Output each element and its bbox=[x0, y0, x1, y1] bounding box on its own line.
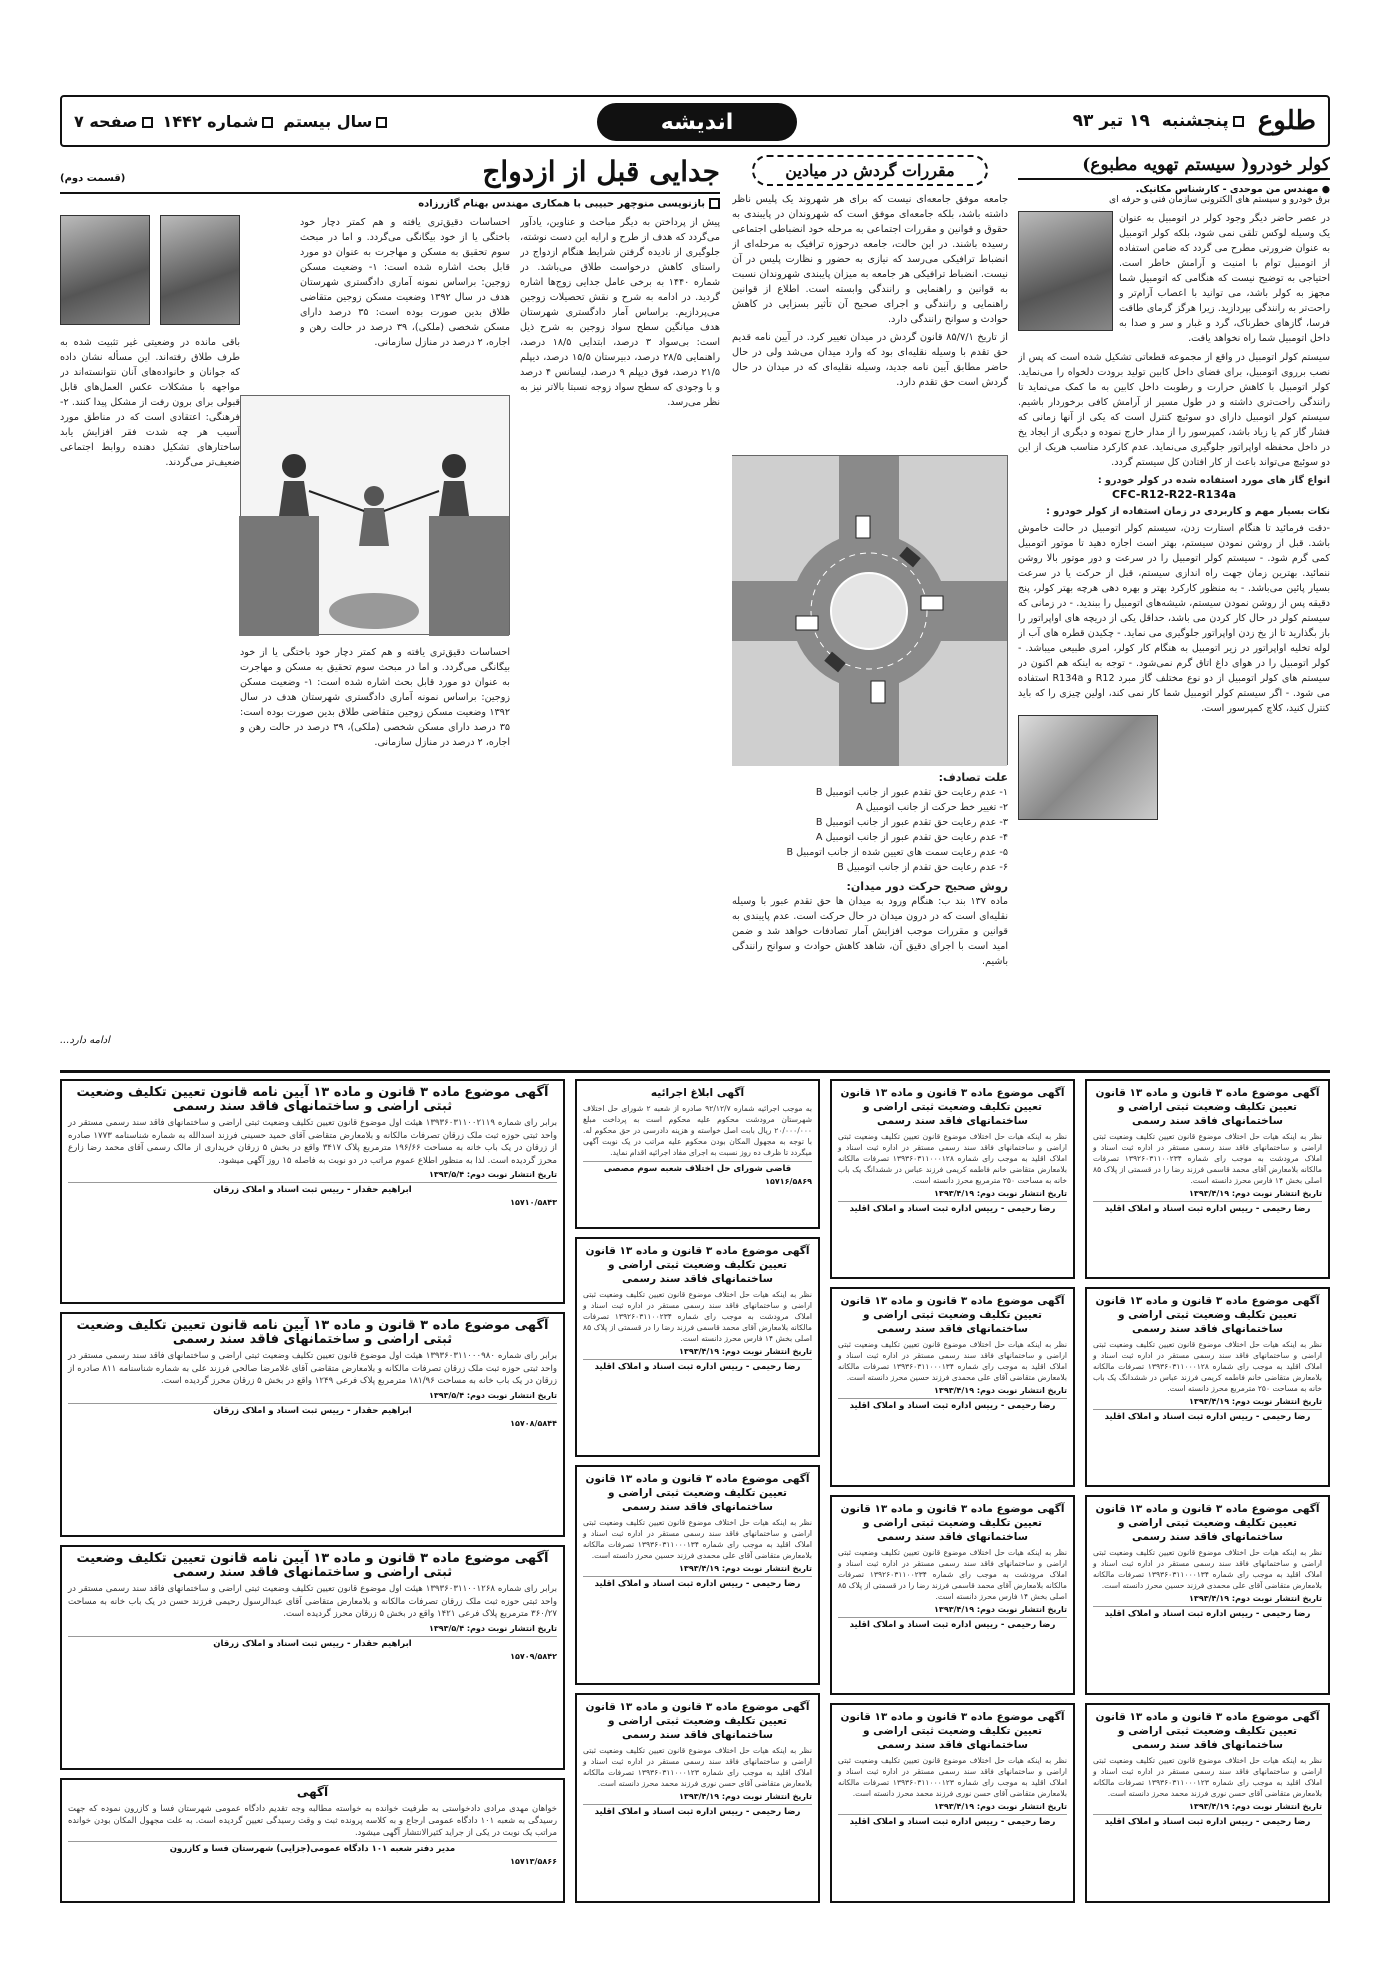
notice-box: آگهی موضوع ماده ۳ قانون و ماده ۱۳ آیین نامه قانون تعیین تکلیف وضعیت ثبتی اراضی و ساختمانهای فاقد سند رسمی برابر رای شماره ۱۳۹۳۶۰۳۱۱۰۰۰۹۸۰ هیئت اول موضوع قانون تعیین تکلیف وضعیت ثبتی اراضی و ساختمانهای فاقد سند رسمی مستقر در واحد ثبتی حوزه ثبت ملک زرقان تصرفات مالکانه و بلامعارض متقاضی آقای غلامرضا صالحی فرزند علی به شماره شناسنامه ۸۱۱ صادره از زرقان در یک باب خانه به مساحت ۱۸۱/۹۶ مترمربع پلاک فرعی ۱۲۴۹ واقع در بخش ۵ زرقان محرز گردیده است. تاریخ انتشار نوبت دوم: ۱۳۹۳/۵/۴ ابراهیم حقدار - رییس ثبت اسناد و املاک زرقان ۱۵۷۰۸/۵۸۴۴ bbox=[60, 1312, 565, 1537]
notice-box: آگهی موضوع ماده ۳ قانون و ماده ۱۳ قانون تعیین تکلیف وضعیت ثبتی اراضی و ساختمانهای فاقد سند رسمی نظر به اینکه هیات حل اختلاف موضوع قانون تعیین تکلیف وضعیت ثبتی اراضی و ساختمانهای فاقد سند رسمی مستقر در اداره ثبت اسناد و املاک اقلید به موجب رای شماره ۱۳۹۳۶۰۳۱۱۰۰۰۱۳۴ تصرفات مالکانه بلامعارض متقاضی آقای علی محمدی فرزند حسین محرز دانسته است. تاریخ انتشار نوبت دوم: ۱۳۹۳/۴/۱۹ رضا رحیمی - رییس اداره ثبت اسناد و املاک اقلید bbox=[830, 1287, 1075, 1487]
author-photo bbox=[160, 215, 240, 325]
article-body: از تاریخ ۸۵/۷/۱ قانون گردش در میدان تغییر کرد. در آیین نامه قدیم حق تقدم با وسیله نقلیه‌ای بود که وارد میدان می‌شد ولی در حال حاضر مطابق آیین نامه جدید، وسیله نقلیه‌ای که در میدان در حال گردش است حق تقدم دارد. bbox=[732, 332, 1008, 388]
notice-box: آگهی خواهان مهدی مرادی دادخواستی به طرفیت خوانده به خواسته مطالبه وجه تقدیم دادگاه عمومی شهرستان فسا و کازرون نموده که جهت رسیدگی به شعبه ۱۰۱ دادگاه عمومی ارجاع و به کلاسه پرونده ثبت و وقت رسیدگی تعیین گردیده است. به علت مجهول المکان بودن خوانده مراتب یک نوبت در یکی از جراید کثیرالانتشار آگهی میشود. مدیر دفتر شعبه ۱۰۱ دادگاه عمومی(جزایی) شهرستان فسا و کازرون ۱۵۷۱۳/۵۸۶۶ bbox=[60, 1778, 565, 1903]
issue-label: شماره ۱۴۴۲ bbox=[162, 111, 259, 131]
square-icon bbox=[376, 117, 387, 128]
cause-item: ۱- عدم رعایت حق تقدم عبور از جانب اتومبیل B bbox=[815, 787, 1008, 798]
masthead-day: پنجشنبه bbox=[1161, 111, 1229, 131]
article-body: جامعه موفق جامعه‌ای نیست که برای هر شهروند یک پلیس ناظر داشته باشد، بلکه جامعه‌ای موفق است که شهروندان در پایبندی به حقوق و قوانین و مقررات اجتماعی به مرحله خود انضباطی اجتماعی رسیده باشند. در این حالت، جامعه درحوزه ترافیک به مرحله‌ای از انضباط ترافیکی می‌رسد که نیازی به حضور و نظارت پلیس در آن نیست. انضباط ترافیکی هر جامعه به میزان پایبندی شهروندان نسبت به قوانین و راهنمایی و رانندگی وابسته است. اطلاع از قوانین راهنمایی و رانندگی و اجرای صحیح آن تأثیر بسزایی در کاهش حوادث و سوانح رانندگی دارد. bbox=[732, 194, 1008, 325]
article-body: پیش از پرداختن به دیگر مباحث و عناوین، یادآور می‌گردد که هدف از طرح و ارایه این دست نوشته، جلوگیری از نادیده گرفتن شرایط هنگام ازدواج در راستای کاهش درخواست طلاق می‌باشد. در شماره ۱۴۴۰ به برخی عامل جدایی زوج‌ها اشاره گردید. در ادامه به شرح و نقش تحصیلات زوجین می‌پردازیم. براساس آمار دادگستری شهرستان هدف میانگین سطح سواد زوجین به شرح ذیل است: بی‌سواد ۳ درصد، ابتدایی ۱۸/۵ درصد، راهنمایی ۲۸/۵ درصد، دبیرستان ۱۵/۵ درصد، دیپلم ۲۱/۵ درصد، فوق دیپلم ۹ درصد، لیسانس ۴ درصد و با وجودی که سطح سواد زوجه نسبتا بالاتر نیز به نظر می‌رسد. bbox=[520, 217, 720, 408]
notice-box: آگهی موضوع ماده ۳ قانون و ماده ۱۳ قانون تعیین تکلیف وضعیت ثبتی اراضی و ساختمانهای فاقد سند رسمی نظر به اینکه هیات حل اختلاف موضوع قانون تعیین تکلیف وضعیت ثبتی اراضی و ساختمانهای فاقد سند رسمی مستقر در اداره ثبت اسناد و املاک اقلید به موجب رای شماره ۱۳۹۳۶۰۳۱۱۰۰۰۱۲۳ تصرفات مالکانه بلامعارض متقاضی آقای حسن نوری فرزند محمد محرز دانسته است. تاریخ انتشار نوبت دوم: ۱۳۹۳/۴/۱۹ رضا رحیمی - رییس اداره ثبت اسناد و املاک اقلید bbox=[830, 1703, 1075, 1903]
cause-item: ۵- عدم رعایت سمت های تعیین شده از جانب اتومبیل B bbox=[786, 847, 1008, 858]
year-label: سال بیستم bbox=[283, 111, 373, 131]
author-photo bbox=[60, 215, 150, 325]
notices-column bbox=[830, 1079, 1075, 1914]
notice-box: آگهی موضوع ماده ۳ قانون و ماده ۱۳ قانون تعیین تکلیف وضعیت ثبتی اراضی و ساختمانهای فاقد سند رسمی نظر به اینکه هیات حل اختلاف موضوع قانون تعیین تکلیف وضعیت ثبتی اراضی و ساختمانهای فاقد سند رسمی مستقر در اداره ثبت اسناد و املاک مرودشت به موجب رای شماره ۱۳۹۲۶۰۳۱۱۰۰۲۳۴ تصرفات مالکانه بلامعارض آقای محمد قاسمی فرزند رضا را در قسمتی از پلاک ۸۵ اصلی بخش ۱۴ فارس محرز دانسته است. تاریخ انتشار نوبت دوم: ۱۳۹۳/۴/۱۹ رضا رحیمی - رییس اداره ثبت اسناد و املاک اقلید bbox=[575, 1237, 820, 1457]
article-car-ac bbox=[1018, 155, 1330, 1055]
masthead-date: ۱۹ تیر ۹۳ bbox=[1072, 111, 1150, 131]
square-icon bbox=[1233, 116, 1244, 127]
tips-title: نکات بسیار مهم و کاربردی در زمان استفاده از کولر خودرو : bbox=[1046, 506, 1330, 517]
car-interior-photo bbox=[1018, 715, 1158, 820]
masthead-issue-block bbox=[74, 112, 387, 131]
notices-column bbox=[1085, 1079, 1330, 1914]
square-icon bbox=[709, 198, 720, 209]
legal-notices-section bbox=[60, 1070, 1330, 1920]
article-byline: ● مهندس من موحدی - کارشناس مکانیک. bbox=[1135, 184, 1330, 195]
proper-title: روش صحیح حرکت دور میدان: bbox=[846, 880, 1008, 893]
article-series: (قسمت دوم) bbox=[60, 173, 126, 184]
article-body: احساسات دقیق‌تری یافته و هم کمتر دچار خود باختگی یا از خود بیگانگی می‌گردد. و اما در مبحث سوم تحقیق به مسکن و مهاجرت به عنوان دو مورد قابل بحث اشاره شده است: ۱- وضعیت مسکن زوجین: براساس نمونه آماری دادگستری شهرستان هدف در سال ۱۳۹۲ وضعیت مسکن زوجین متقاضی طلاق بدین صورت بوده است: ۳۵ درصد دارای مسکن شخصی (ملکی)، ۳۹ درصد در حالت رهن و اجاره، ۲ درصد در منازل سازمانی. bbox=[240, 647, 510, 748]
notice-box: آگهی موضوع ماده ۳ قانون و ماده ۱۳ قانون تعیین تکلیف وضعیت ثبتی اراضی و ساختمانهای فاقد سند رسمی نظر به اینکه هیات حل اختلاف موضوع قانون تعیین تکلیف وضعیت ثبتی اراضی و ساختمانهای فاقد سند رسمی مستقر در اداره ثبت اسناد و املاک مرودشت به موجب رای شماره ۱۳۹۲۶۰۳۱۱۰۰۲۳۴ تصرفات مالکانه بلامعارض آقای محمد قاسمی فرزند رضا را در قسمتی از پلاک ۸۵ اصلی بخش ۱۴ فارس محرز دانسته است. تاریخ انتشار نوبت دوم: ۱۳۹۳/۴/۱۹ رضا رحیمی - رییس اداره ثبت اسناد و املاک اقلید bbox=[830, 1495, 1075, 1695]
square-icon bbox=[262, 117, 273, 128]
masthead bbox=[60, 95, 1330, 147]
gas-types-label: انواع گاز های مورد استفاده شده در کولر خودرو : bbox=[1097, 475, 1330, 486]
cause-item: ۶- عدم رعایت حق تقدم از جانب اتومبیل B bbox=[837, 862, 1008, 873]
notices-column bbox=[60, 1079, 565, 1914]
article-body: سیستم کولر اتومبیل در واقع از مجموعه قطعاتی تشکیل شده است که پس از نصب برروی اتومبیل، برای فضای داخل کابین تولید برودت دلخواه را می‌نماید. کولر اتومبیل با کاهش حرارت و رطوبت داخل کابین به ما کمک می‌نماید تا رانندگی راحت‌تری داشته و در طول مسیر از آرامش کافی برخوردار باشیم. سیستم کولر اتومبیل دارای دو سوئیچ کنترل است که یکی از آنها زمانی که فشار گاز کم یا زیاد باشد، کمپرسور را از مدار خارج نموده و دیگری از ایجاد یخ در داخل محفظه اواپراتور جلوگیری می‌نماید. عدم کارکرد مناسب هریک از این دو سوئیچ می‌تواند باعث از کار افتادن کل سیستم گردد. bbox=[1018, 352, 1330, 468]
cartoon-illustration bbox=[240, 395, 510, 635]
article-title: مقررات گردش در میادین bbox=[785, 161, 955, 180]
article-body: در عصر حاضر دیگر وجود کولر در اتومبیل به عنوان یک وسیله لوکس تلقی نمی شود، بلکه کولر اتومبیل به عنوان ضرورتی مطرح می گردد که ضامن استفاده از اتومبیل توام با امنیت و آرامش خاطر است. احتیاجی به توضیح نیست که هنگامی که اتومبیل شما مجهز به کولر باشد، می توانید با اعصاب آرام‌تر و راحت‌تر به رانندگی بپردازید. زیرا هرگز گرمای طاقت فرسا، گازهای خطرناک، گرد و غبار و سر و صدا به داخل اتومبیل شما راه نخواهد یافت. bbox=[1119, 213, 1330, 344]
section-title: اندیشه bbox=[597, 103, 797, 141]
author-photo bbox=[1018, 211, 1113, 331]
roundabout-diagram bbox=[732, 455, 1008, 765]
tips-body: -دقت فرمائید تا هنگام استارت زدن، سیستم کولر اتومبیل در حالت خاموش باشد. قبل از روشن نمودن سیستم، بهتر است اجازه دهید تا موتور اتومبیل کمی گرم شود. - سیستم کولر اتومبیل را در سرعت و دور موتور بالا روشن ننمائید. بهترین زمان جهت راه اندازی سیستم، قبل از حرکت یا در سرعت بسیار پائین می‌باشد. - به منظور کارکرد بهتر و بهره دهی هرچه بهتر کولر، پنج دقیقه پس از روشن نمودن سیستم، شیشه‌های اتومبیل را ببندید. - در زمانی که سیستم کولر در حال کار کردن می باشد، حداقل یکی از دریچه های اواپراتور را باز بگذارید تا از یخ زدن اواپراتور جلوگیری می نماید. - چکیدن قطره های آب از لوله تخلیه اواپراتور در زیر اتومبیل به هنگام کار کولر، امری طبیعی میباشد. - کولر اتومبیل را در هوای داغ اتاق گرم نمی‌شود. - توجه به اینکه هم اکنون در سیستم های کولر اتومبیل از دو نوع مختلف گاز مبرد R12 و R134a استفاده می شود. - اگر سیستم کولر اتومبیل شما کار نمی کند، اولین چیزی را که باید کنترل کنید، کلاچ کمپرسور است. bbox=[1018, 523, 1330, 714]
cause-item: ۴- عدم رعایت حق تقدم عبور از جانب اتومبیل A bbox=[815, 832, 1008, 843]
article-body: باقی مانده در وضعیتی غیر تثبیت شده به طرف طلاق رفته‌اند. این مسأله نشان داده که جوانان و خانواده‌های آنان نتوانسته‌اند در مواجهه با مشکلات عکس العمل‌های قابل قبولی برای برون رفت از مشکل پیدا کنند. ۲- فرهنگی: اعتقادی است که در مناطق مورد آسیب هر چه شدت فقر افزایش یابد ساختارهای تشکیل دهنده روابط اجتماعی ضعیف‌تر می‌گردند. bbox=[60, 337, 240, 468]
notice-box: آگهی موضوع ماده ۳ قانون و ماده ۱۳ قانون تعیین تکلیف وضعیت ثبتی اراضی و ساختمانهای فاقد سند رسمی نظر به اینکه هیات حل اختلاف موضوع قانون تعیین تکلیف وضعیت ثبتی اراضی و ساختمانهای فاقد سند رسمی مستقر در اداره ثبت اسناد و املاک اقلید به موجب رای شماره ۱۳۹۳۶۰۳۱۱۰۰۰۱۳۴ تصرفات مالکانه بلامعارض متقاضی آقای علی محمدی فرزند حسین محرز دانسته است. تاریخ انتشار نوبت دوم: ۱۳۹۳/۴/۱۹ رضا رحیمی - رییس اداره ثبت اسناد و املاک اقلید bbox=[1085, 1495, 1330, 1695]
article-body: احساسات دقیق‌تری یافته و هم کمتر دچار خود باختگی یا از خود بیگانگی می‌گردد. و اما در مبحث سوم تحقیق به مسکن و مهاجرت به عنوان دو مورد قابل بحث اشاره شده است: ۱- وضعیت مسکن زوجین: براساس نمونه آماری دادگستری شهرستان هدف در سال ۱۳۹۲ وضعیت مسکن زوجین متقاضی طلاق بدین صورت بوده است: ۳۵ درصد دارای مسکن شخصی (ملکی)، ۳۹ درصد در حالت رهن و اجاره، ۲ درصد در منازل سازمانی. bbox=[300, 217, 510, 348]
continued-note: ادامه دارد... bbox=[60, 1035, 110, 1046]
notice-box: آگهی ابلاغ اجرائیه به موجب اجرائیه شماره ۹۲/۱۲/۷ صادره از شعبه ۲ شورای حل اختلاف شهرستان مرودشت محکوم علیه محکوم است به پرداخت مبلغ ۲۰/۰۰۰/۰۰۰ ریال بابت اصل خواسته و هزینه دادرسی در حق محکوم له. با توجه به مجهول المکان بودن محکوم علیه مراتب در یک نوبت آگهی میگردد تا ظرف ده روز نسبت به اجرای مفاد اجرائیه اقدام نماید. قاضی شورای حل اختلاف شعبه سوم مصصی ۱۵۷۱۶/۵۸۶۹ bbox=[575, 1079, 820, 1229]
notice-box: آگهی موضوع ماده ۳ قانون و ماده ۱۳ قانون تعیین تکلیف وضعیت ثبتی اراضی و ساختمانهای فاقد سند رسمی نظر به اینکه هیات حل اختلاف موضوع قانون تعیین تکلیف وضعیت ثبتی اراضی و ساختمانهای فاقد سند رسمی مستقر در اداره ثبت اسناد و املاک اقلید به موجب رای شماره ۱۳۹۳۶۰۳۱۱۰۰۰۱۳۴ تصرفات مالکانه بلامعارض متقاضی آقای علی محمدی فرزند حسین محرز دانسته است. تاریخ انتشار نوبت دوم: ۱۳۹۳/۴/۱۹ رضا رحیمی - رییس اداره ثبت اسناد و املاک اقلید bbox=[575, 1465, 820, 1685]
cause-item: ۳- عدم رعایت حق تقدم عبور از جانب اتومبیل B bbox=[815, 817, 1008, 828]
cause-list bbox=[732, 785, 1008, 875]
notice-box: آگهی موضوع ماده ۳ قانون و ماده ۱۳ قانون تعیین تکلیف وضعیت ثبتی اراضی و ساختمانهای فاقد سند رسمی نظر به اینکه هیات حل اختلاف موضوع قانون تعیین تکلیف وضعیت ثبتی اراضی و ساختمانهای فاقد سند رسمی مستقر در اداره ثبت اسناد و املاک اقلید به موجب رای شماره ۱۳۹۳۶۰۳۱۱۰۰۰۱۲۳ تصرفات مالکانه بلامعارض متقاضی آقای حسن نوری فرزند محمد محرز دانسته است. تاریخ انتشار نوبت دوم: ۱۳۹۳/۴/۱۹ رضا رحیمی - رییس اداره ثبت اسناد و املاک اقلید bbox=[1085, 1703, 1330, 1903]
article-title: جدایی قبل از ازدواج bbox=[482, 155, 720, 188]
page-label: صفحه ۷ bbox=[74, 111, 138, 131]
square-icon bbox=[142, 117, 153, 128]
notice-box: آگهی موضوع ماده ۳ قانون و ماده ۱۳ قانون تعیین تکلیف وضعیت ثبتی اراضی و ساختمانهای فاقد سند رسمی نظر به اینکه هیات حل اختلاف موضوع قانون تعیین تکلیف وضعیت ثبتی اراضی و ساختمانهای فاقد سند رسمی مستقر در اداره ثبت اسناد و املاک اقلید به موجب رای شماره ۱۳۹۳۶۰۳۱۱۰۰۰۱۲۸ تصرفات مالکانه بلامعارض متقاضی خانم فاطمه کریمی فرزند عباس در ششدانگ یک باب خانه به مساحت ۲۵۰ مترمربع محرز دانسته است. تاریخ انتشار نوبت دوم: ۱۳۹۳/۴/۱۹ رضا رحیمی - رییس اداره ثبت اسناد و املاک اقلید bbox=[1085, 1287, 1330, 1487]
notice-box: آگهی موضوع ماده ۳ قانون و ماده ۱۳ قانون تعیین تکلیف وضعیت ثبتی اراضی و ساختمانهای فاقد سند رسمی نظر به اینکه هیات حل اختلاف موضوع قانون تعیین تکلیف وضعیت ثبتی اراضی و ساختمانهای فاقد سند رسمی مستقر در اداره ثبت اسناد و املاک اقلید به موجب رای شماره ۱۳۹۳۶۰۳۱۱۰۰۰۱۲۸ تصرفات مالکانه بلامعارض متقاضی خانم فاطمه کریمی فرزند عباس در ششدانگ یک باب خانه به مساحت ۲۵۰ مترمربع محرز دانسته است. تاریخ انتشار نوبت دوم: ۱۳۹۳/۴/۱۹ رضا رحیمی - رییس اداره ثبت اسناد و املاک اقلید bbox=[830, 1079, 1075, 1279]
newspaper-logo: طلوع bbox=[1257, 106, 1316, 136]
notices-column bbox=[575, 1079, 820, 1914]
cause-title: علت تصادف: bbox=[938, 771, 1008, 784]
article-byline-2: برق خودرو و سیستم های الکترونی سازمان فنی و حرفه ای bbox=[1109, 195, 1330, 205]
article-separation bbox=[60, 155, 720, 1055]
newspaper-page bbox=[60, 95, 1330, 1925]
notice-box: آگهی موضوع ماده ۳ قانون و ماده ۱۳ آیین نامه قانون تعیین تکلیف وضعیت ثبتی اراضی و ساختمانهای فاقد سند رسمی برابر رای شماره ۱۳۹۳۶۰۳۱۱۰۰۱۲۶۸ هیئت اول موضوع قانون تعیین تکلیف وضعیت ثبتی اراضی و ساختمانهای فاقد سند رسمی مستقر در واحد ثبتی حوزه ثبت ملک زرقان تصرفات مالکانه و بلامعارض متقاضی آقای عبدالرسول رحیمی فرزند حسن در یک باب خانه به مساحت ۳۶۰/۲۷ مترمربع پلاک فرعی ۱۴۲۱ واقع در بخش ۵ زرقان محرز گردیده است. تاریخ انتشار نوبت دوم: ۱۳۹۳/۵/۴ ابراهیم حقدار - رییس ثبت اسناد و املاک زرقان ۱۵۷۰۹/۵۸۴۲ bbox=[60, 1545, 565, 1770]
article-title: کولر خودرو( سیستم تهویه مطبوع) bbox=[1018, 155, 1330, 180]
cause-item: ۲- تغییر خط حرکت از جانب اتومبیل A bbox=[856, 802, 1008, 813]
notice-box: آگهی موضوع ماده ۳ قانون و ماده ۱۳ قانون تعیین تکلیف وضعیت ثبتی اراضی و ساختمانهای فاقد سند رسمی نظر به اینکه هیات حل اختلاف موضوع قانون تعیین تکلیف وضعیت ثبتی اراضی و ساختمانهای فاقد سند رسمی مستقر در اداره ثبت اسناد و املاک اقلید به موجب رای شماره ۱۳۹۳۶۰۳۱۱۰۰۰۱۲۳ تصرفات مالکانه بلامعارض متقاضی آقای حسن نوری فرزند محمد محرز دانسته است. تاریخ انتشار نوبت دوم: ۱۳۹۳/۴/۱۹ رضا رحیمی - رییس اداره ثبت اسناد و املاک اقلید bbox=[575, 1693, 820, 1903]
gas-codes: CFC-R12-R22-R134a bbox=[1111, 488, 1237, 501]
notice-box: آگهی موضوع ماده ۳ قانون و ماده ۱۳ قانون تعیین تکلیف وضعیت ثبتی اراضی و ساختمانهای فاقد سند رسمی نظر به اینکه هیات حل اختلاف موضوع قانون تعیین تکلیف وضعیت ثبتی اراضی و ساختمانهای فاقد سند رسمی مستقر در اداره ثبت اسناد و املاک مرودشت به موجب رای شماره ۱۳۹۲۶۰۳۱۱۰۰۲۳۴ تصرفات مالکانه بلامعارض آقای محمد قاسمی فرزند رضا را در قسمتی از پلاک ۸۵ اصلی بخش ۱۴ فارس محرز دانسته است. تاریخ انتشار نوبت دوم: ۱۳۹۳/۴/۱۹ رضا رحیمی - رییس اداره ثبت اسناد و املاک اقلید bbox=[1085, 1079, 1330, 1279]
article-roundabout bbox=[732, 155, 1008, 1055]
proper-body: ماده ۱۳۷ بند ب: هنگام ورود به میدان ها حق تقدم عبور با وسیله نقلیه‌ای است که در درون میدان در حال حرکت است. عدم پایبندی به قوانین و مقررات موجب افزایش آمار تصادفات خواهد شد و ضمن امید است با اجرای دقیق آن، شاهد کاهش حوادث و سوانح رانندگی باشیم. bbox=[732, 896, 1008, 967]
notice-box: آگهی موضوع ماده ۳ قانون و ماده ۱۳ آیین نامه قانون تعیین تکلیف وضعیت ثبتی اراضی و ساختمانهای فاقد سند رسمی برابر رای شماره ۱۳۹۳۶۰۳۱۱۰۰۲۱۱۹ هیئت اول موضوع قانون تعیین تکلیف وضعیت ثبتی اراضی و ساختمانهای فاقد سند رسمی مستقر در واحد ثبتی حوزه ثبت ملک زرقان تصرفات مالکانه و بلامعارض متقاضی آقای حمید حسینی فرزند اسدالله به شماره شناسنامه ۱۷۷۳ صادره از زرقان در یک باب خانه به مساحت ۱۹۶/۶۶ مترمربع پلاک ۳۴۱۷ واقع در بخش ۵ زرقان خریداری از مالک رسمی آقای محمد رضا زارع محرز گردیده است. لذا به منظور اطلاع عموم مراتب در دو نوبت به فاصله ۱۵ روز آگهی میشود. تاریخ انتشار نوبت دوم: ۱۳۹۳/۵/۴ ابراهیم حقدار - رییس ثبت اسناد و املاک زرقان ۱۵۷۱۰/۵۸۴۳ bbox=[60, 1079, 565, 1304]
article-byline: بازنویسی منوچهر حبیبی با همکاری مهندس بهنام گازرزاده bbox=[418, 198, 705, 210]
masthead-date-block bbox=[1073, 106, 1316, 136]
